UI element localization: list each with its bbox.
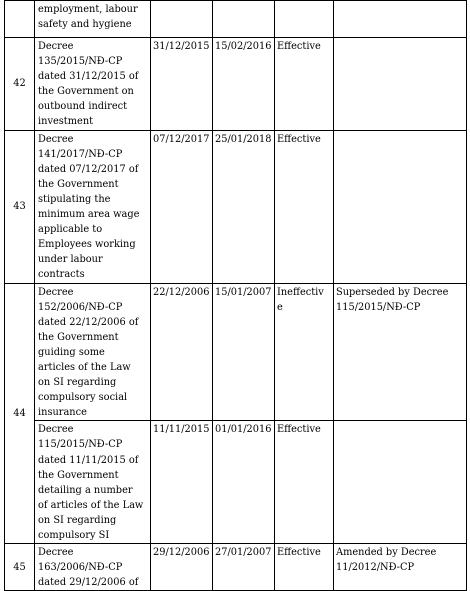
row-number <box>5 130 35 283</box>
note-cell <box>334 1 467 38</box>
issued-date-cell <box>151 283 213 421</box>
note-cell <box>334 130 467 283</box>
effective-date-text: 27/01/2007 <box>215 547 272 559</box>
table-row <box>5 1 467 38</box>
status-cell <box>275 283 334 421</box>
row-number-text: 43 <box>13 200 26 212</box>
issued-date-cell <box>151 421 213 544</box>
row-number <box>5 38 35 131</box>
status-text: Effective <box>277 133 321 145</box>
issued-date-cell <box>151 1 213 38</box>
effective-date-cell <box>213 283 275 421</box>
row-number <box>5 283 35 544</box>
row-number-text: 44 <box>13 407 26 419</box>
status-cell <box>275 38 334 131</box>
effective-date-text: 25/01/2018 <box>215 133 272 145</box>
effective-date-text: 15/02/2016 <box>215 41 272 52</box>
decree-text: employment, labour safety and hygiene <box>38 4 138 31</box>
row-number <box>5 1 35 38</box>
status-text: Effective <box>277 41 321 52</box>
effective-date-cell <box>213 38 275 131</box>
issued-date-text: 07/12/2017 <box>153 133 210 145</box>
legal-documents-table <box>4 0 467 591</box>
row-number-text: 45 <box>13 561 26 573</box>
decree-text: Decree 163/2006/NĐ-CP dated 29/12/2006 of <box>38 547 139 589</box>
decree-text: Decree 152/2006/NĐ-CP dated 22/12/2006 of the Government guiding some articles of the Law on SI regarding compulsory social insurance <box>38 286 139 419</box>
effective-date-text: 01/01/2016 <box>215 424 272 436</box>
decree-text: Decree 135/2015/NĐ-CP dated 31/12/2015 of the Government on outbound indirect investment <box>38 41 139 128</box>
status-cell <box>275 421 334 544</box>
decree-text: Decree 141/2017/NĐ-CP dated 07/12/2017 of the Government stipulating the minimum area wage applicable to Employees working under labour contracts <box>38 133 140 281</box>
note-cell <box>334 421 467 544</box>
status-text: Effective <box>277 547 321 559</box>
decree-cell <box>35 421 151 544</box>
decree-cell <box>35 283 151 421</box>
table-row <box>5 130 467 283</box>
note-cell <box>334 283 467 421</box>
issued-date-text: 22/12/2006 <box>153 286 210 298</box>
note-text: Amended by Decree 11/2012/NĐ-CP <box>336 547 437 574</box>
effective-date-cell <box>213 1 275 38</box>
effective-date-cell <box>213 421 275 544</box>
table-row <box>5 283 467 421</box>
issued-date-cell <box>151 130 213 283</box>
note-text: Superseded by Decree 115/2015/NĐ-CP <box>336 286 449 313</box>
table-row <box>5 421 467 544</box>
issued-date-text: 11/11/2015 <box>153 424 210 436</box>
status-text: Ineffectiv e <box>277 286 324 313</box>
status-cell <box>275 130 334 283</box>
note-cell <box>334 38 467 131</box>
table-row <box>5 38 467 131</box>
issued-date-text: 31/12/2015 <box>153 41 210 52</box>
issued-date-cell <box>151 38 213 131</box>
decree-cell <box>35 38 151 131</box>
effective-date-text: 15/01/2007 <box>215 286 272 298</box>
effective-date-cell <box>213 130 275 283</box>
decree-text: Decree 115/2015/NĐ-CP dated 11/11/2015 of the Government detailing a number of articles of the Law on SI regarding compulsory SI <box>38 424 144 541</box>
decree-cell <box>35 130 151 283</box>
row-number-text: 42 <box>13 78 26 90</box>
status-cell <box>275 1 334 38</box>
issued-date-text: 29/12/2006 <box>153 547 210 559</box>
status-text: Effective <box>277 424 321 436</box>
decree-cell <box>35 1 151 38</box>
